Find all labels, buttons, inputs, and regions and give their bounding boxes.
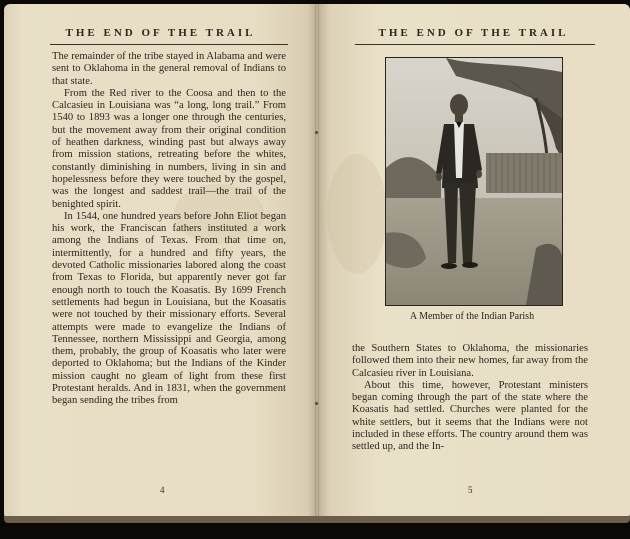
left-page [4,4,317,518]
page-number: 5 [468,485,473,495]
body-text [52,51,286,408]
staple-mark [315,402,318,405]
paragraph: In 1544, one hundred years before John Eliot began his work, the Franciscan fathers instituted a work among the Indians of Texas. From that time on, intermittently, for a hundred and fifty years, the devoted Catholic missionaries labored along the coast from Texas to Florida, but apparently never got far enough north to touch the Koasatis. By 1699 French settlements had begun in Louisiana, but the Koasatis were not touched by their missionary efforts. Several attempts were made to evangelize the Indians of Tennessee, northern Mississippi and Georgia, among them, probably, the group of Koasatis who later were deported to Oklahoma; but the Indians of the Kinder mission caught no gleam of light from these first Protestant heralds. And in 1831, when the government began sending the tribes from [52,210,286,407]
open-book [4,4,630,522]
page-stain [327,154,387,274]
running-head: THE END OF THE TRAIL [65,27,256,39]
running-head: THE END OF THE TRAIL [378,27,569,39]
portrait-photo [385,57,563,306]
paragraph: From the Red river to the Coosa and then to the Calcasieu in Louisiana was “a long, long trail.” From 1540 to 1893 was a longer one through the centuries, but the movement away from their original condition of heathen darkness, winding past but always away from mission stations, retreating before the whites, constantly diminishing in numbers, living in sin and hopelessness before they were touched by the gospel, was the longest and saddest trail—the trail of the benighted spirit. [52,87,286,210]
book-edge [4,516,630,523]
right-page [317,4,630,518]
header-rule [50,44,288,45]
page-number: 4 [160,485,165,495]
paragraph: the Southern States to Oklahoma, the missionaries followed them into their new homes, far away from the Calcasieu river in Louisiana. [352,343,588,379]
book-spine [315,4,319,518]
body-text [352,343,588,454]
portrait-image [386,58,562,305]
photo-caption: A Member of the Indian Parish [409,311,535,322]
staple-mark [315,131,318,134]
header-rule [355,44,595,45]
paragraph: The remainder of the tribe stayed in Alabama and were sent to Oklahoma in the general removal of Indians to that state. [52,51,286,87]
paragraph: About this time, however, Protestant ministers began coming through the part of the state where the Koasatis had settled. Churches were planted for the white settlers, but it seems that the Indians were not included in these efforts. The country around them was settled up, and the In- [352,379,588,453]
